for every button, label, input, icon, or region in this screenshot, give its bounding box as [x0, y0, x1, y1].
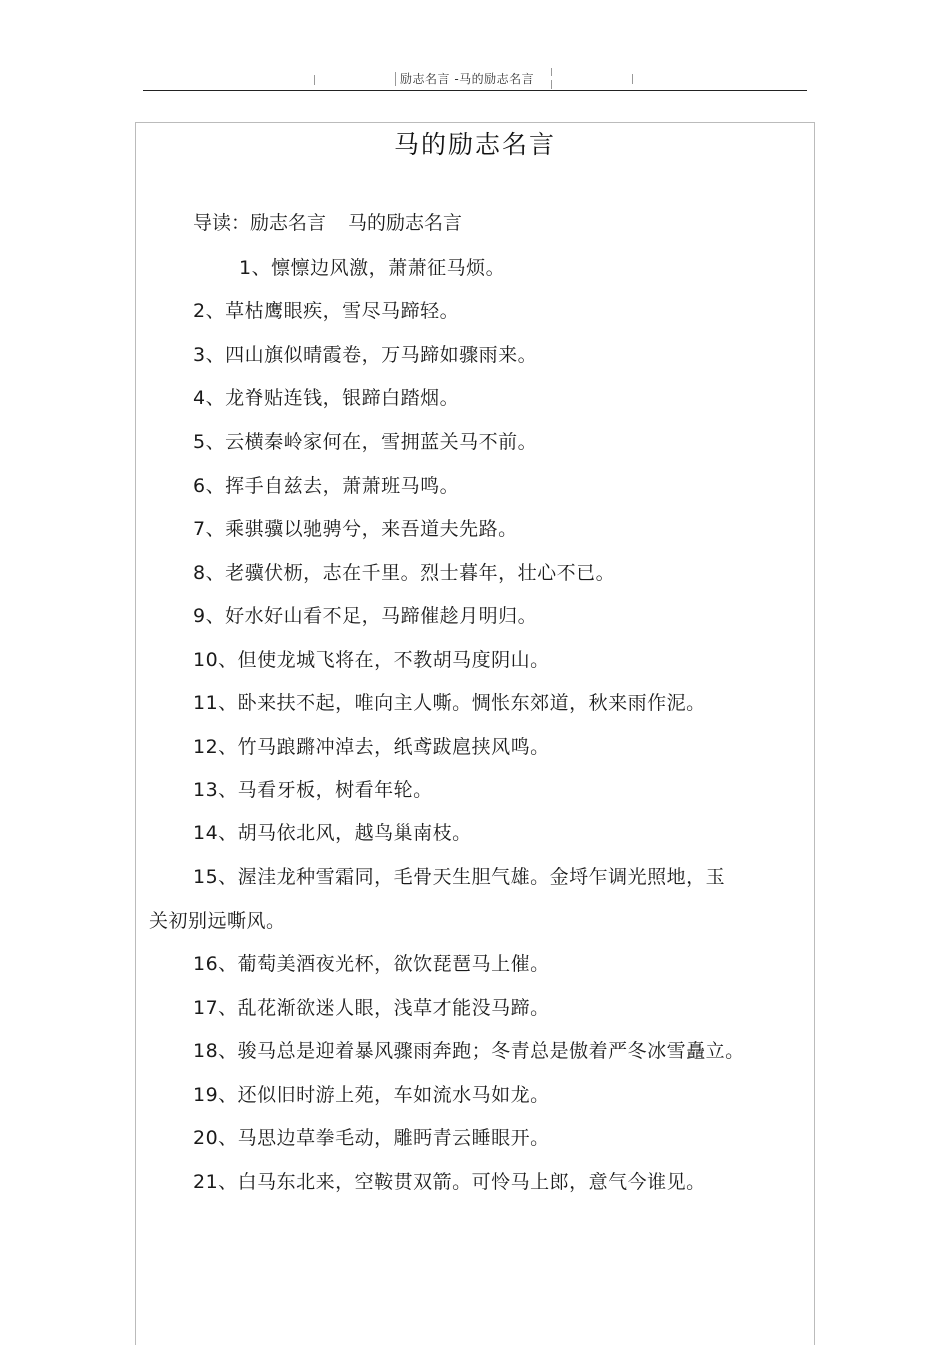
quote-line: 4、龙脊贴连钱，银蹄白踏烟。: [193, 387, 460, 409]
quote-line: 16、葡萄美酒夜光杯，欲饮琵琶马上催。: [193, 953, 550, 975]
quote-line: 15、渥洼龙种雪霜同，毛骨天生胆气雄。金埒乍调光照地，玉: [193, 866, 726, 888]
lead-value: 马的励志名言: [348, 212, 463, 234]
quote-line: 19、还似旧时游上苑，车如流水马如龙。: [193, 1084, 550, 1106]
header-tick-mark: [632, 74, 633, 84]
header-rule: [143, 90, 807, 91]
header-running-title: 励志名言 -马的励志名言: [400, 72, 535, 86]
header-tick-mark: [314, 75, 315, 85]
quote-line: 5、云横秦岭家何在，雪拥蓝关马不前。: [193, 431, 538, 453]
quote-line: 14、胡马依北风，越鸟巢南枝。: [193, 822, 472, 844]
quote-line: 3、四山旗似晴霞卷，万马蹄如骤雨来。: [193, 344, 538, 366]
quote-line: 12、竹马踉蹡冲淖去，纸鸢跋扈挟风鸣。: [193, 736, 550, 758]
quote-line: 7、乘骐骥以驰骋兮，来吾道夫先路。: [193, 518, 518, 540]
quote-line: 11、卧来扶不起，唯向主人嘶。惆怅东郊道，秋来雨作泥。: [193, 692, 706, 714]
quote-line: 13、马看牙板，树看年轮。: [193, 779, 433, 801]
quote-line-continuation: 关初别远嘶风。: [149, 910, 286, 932]
quote-line: 20、马思边草拳毛动，雕眄青云睡眼开。: [193, 1127, 550, 1149]
header-tick-mark: [551, 68, 552, 76]
quote-line: 9、好水好山看不足，马蹄催趁月明归。: [193, 605, 538, 627]
quote-line: 2、草枯鹰眼疾，雪尽马蹄轻。: [193, 300, 460, 322]
quote-line: 10、但使龙城飞将在，不教胡马度阴山。: [193, 649, 550, 671]
lead-label: 导读：励志名言: [193, 212, 327, 234]
header-tick-mark: [395, 72, 396, 86]
quote-line: 18、骏马总是迎着暴风骤雨奔跑；冬青总是傲着严冬冰雪矗立。: [193, 1040, 745, 1062]
quote-line: 17、乱花渐欲迷人眼，浅草才能没马蹄。: [193, 997, 550, 1019]
header-tick-mark: [551, 80, 552, 89]
quote-line: 6、挥手自兹去，萧萧班马鸣。: [193, 475, 460, 497]
quote-line: 1、懔懔边风激，萧萧征马烦。: [239, 257, 506, 279]
document-title: 马的励志名言: [393, 130, 556, 159]
lead-paragraph: [193, 208, 462, 235]
running-header: [0, 68, 950, 90]
quote-line: 21、白马东北来，空鞍贯双箭。可怜马上郎，意气今谁见。: [193, 1171, 706, 1193]
quote-line: 8、老骥伏枥，志在千里。烈士暮年，壮心不已。: [193, 562, 616, 584]
